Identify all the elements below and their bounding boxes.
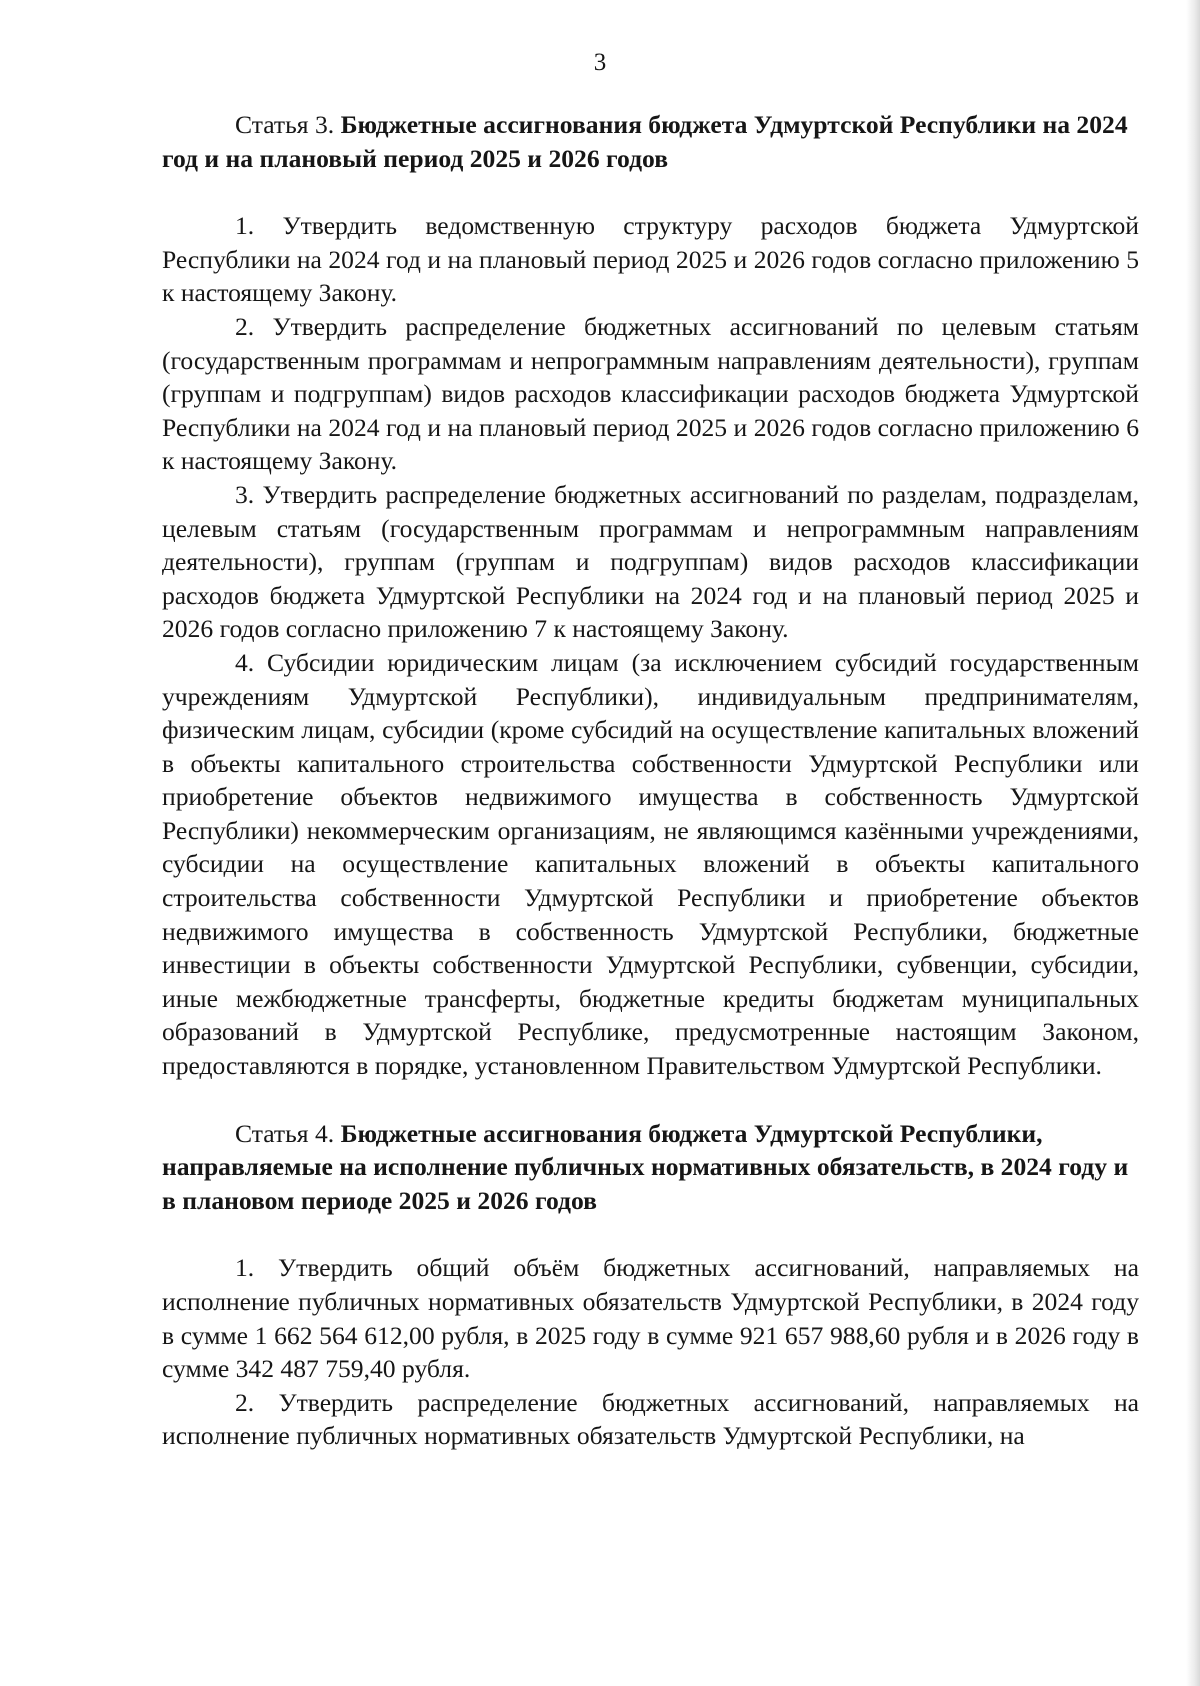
article-3-paragraph-4: 4. Субсидии юридическим лицам (за исключением субсидий государственным учреждениям Удмуртской Республики), индивидуальным предпринимателям, физическим лицам, субсидии (кроме субсидий на осуществление капитальных вложений в объекты капитального строительства собственности Удмуртской Республики или приобретение объектов недвижимого имущества в собственность Удмуртской Республики) некоммерческим организациям, не являющимся казёнными учреждениями, субсидии на осуществление капитальных вложений в объекты капитального строительства собственности Удмуртской Республики и приобретение объектов недвижимого имущества в собственность Удмуртской Республики, бюджетные инвестиции в объекты собственности Удмуртской Республики, субвенции, субсидии, иные межбюджетные трансферты, бюджетные кредиты бюджетам муниципальных образований в Удмуртской Республике, предусмотренные настоящим Законом, предоставляются в порядке, установленном Правительством Удмуртской Республики.	[162, 647, 1139, 1081]
article-4-paragraph-1: 1. Утвердить общий объём бюджетных ассигнований, направляемых на исполнение публичных нормативных обязательств Удмуртской Республики, в 2024 году в сумме 1 662 564 612,00 рубля, в 2025 году в сумме 921 657 988,60 рубля и в 2026 году в сумме 342 487 759,40 рубля.	[162, 1253, 1139, 1384]
article-3-paragraph-3: 3. Утвердить распределение бюджетных ассигнований по разделам, подразделам, целевым статьям (государственным программам и непрограммным направлениям деятельности), группам (группам и подгруппам) видов расходов классификации расходов бюджета Удмуртской Республики на 2024 год и на плановый период 2025 и 2026 годов согласно приложению 7 к настоящему Закону.	[162, 479, 1139, 644]
article-4-title: Бюджетные ассигнования бюджета Удмуртской Республики, направляемые на исполнение публичных нормативных обязательств, в 2024 году и в плановом периоде 2025 и 2026 годов	[162, 1118, 1129, 1215]
article-4-label: Статья 4.	[235, 1118, 335, 1148]
article-4-heading	[162, 1117, 1139, 1218]
article-3-paragraph-1: 1. Утвердить ведомственную структуру расходов бюджета Удмуртской Республики на 2024 год и на плановый период 2025 и 2026 годов согласно приложению 5 к настоящему Закону.	[162, 211, 1139, 308]
article-3-paragraph-2: 2. Утвердить распределение бюджетных ассигнований по целевым статьям (государственным программам и непрограммным направлениям деятельности), группам (группам и подгруппам) видов расходов классификации расходов бюджета Удмуртской Республики на 2024 год и на плановый период 2025 и 2026 годов согласно приложению 6 к настоящему Закону.	[162, 311, 1139, 476]
article-3-heading	[162, 108, 1139, 175]
article-3-title: Бюджетные ассигнования бюджета Удмуртской Республики на 2024 год и на плановый период 2025 и 2026 годов	[162, 110, 1128, 173]
page-number: 3	[593, 49, 607, 76]
scan-edge-shadow	[1186, 0, 1200, 1686]
article-3-label: Статья 3.	[235, 110, 335, 139]
article-4-paragraph-2: 2. Утвердить распределение бюджетных ассигнований, направляемых на исполнение публичных нормативных обязательств Удмуртской Республики, на	[162, 1387, 1139, 1451]
document-body	[162, 108, 1139, 1453]
